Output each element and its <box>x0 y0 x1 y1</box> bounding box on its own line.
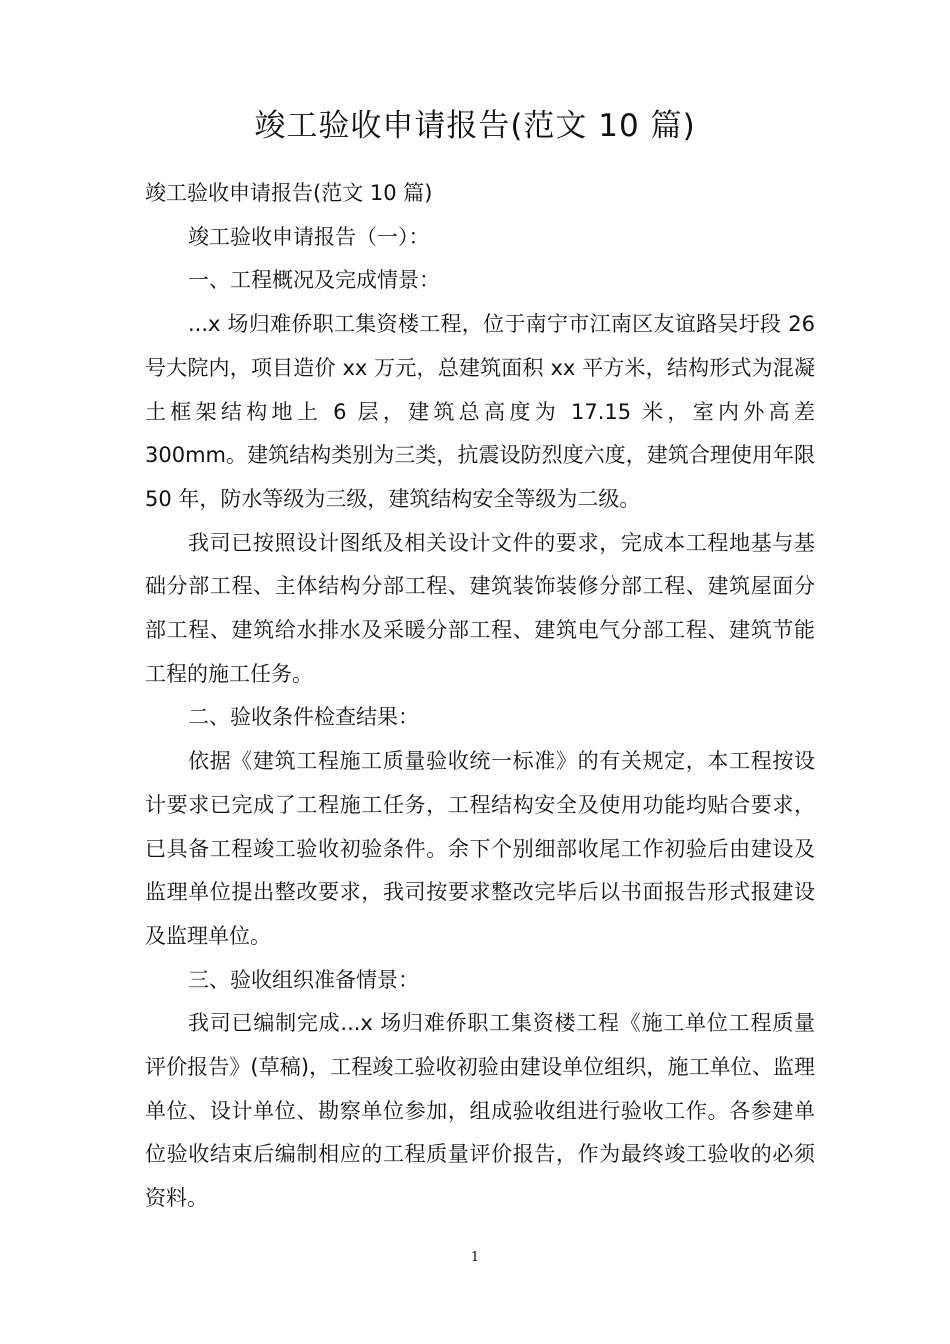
paragraph-subtitle: 竣工验收申请报告(范文 10 篇) <box>145 181 433 205</box>
paragraph-section-two-heading: 二、验收条件检查结果： <box>188 705 419 730</box>
paragraph-organization-preparation: 我司已编制完成...x 场归难侨职工集资楼工程《施工单位工程质量评价报告》(草稿)，工程竣工验收初验由建设单位组织，施工单位、监理单位、设计单位、勘察单位参加，组成验收组进行验收工作。各参建单位验收结束后编制相应的工程质量评价报告，作为最终竣工验收的必须资料。 <box>145 1011 815 1211</box>
document-body <box>145 172 815 1221</box>
page-number: 1 <box>470 1250 480 1265</box>
paragraph-section-one-heading: 一、工程概况及完成情景： <box>188 268 440 293</box>
paragraph-completion-statement: 我司已按照设计图纸及相关设计文件的要求，完成本工程地基与基础分部工程、主体结构分部工程、建筑装饰装修分部工程、建筑屋面分部工程、建筑给水排水及采暖分部工程、建筑电气分部工程、建筑节能工程的施工任务。 <box>145 530 815 686</box>
paragraph-inspection-results: 依据《建筑工程施工质量验收统一标准》的有关规定，本工程按设计要求已完成了工程施工任务，工程结构安全及使用功能均贴合要求，已具备工程竣工验收初验条件。余下个别细部收尾工作初验后由建设及监理单位提出整改要求，我司按要求整改完毕后以书面报告形式报建设及监理单位。 <box>145 749 815 948</box>
paragraph-project-overview: ...x 场归难侨职工集资楼工程，位于南宁市江南区友谊路吴圩段 26 号大院内，项目造价 xx 万元，总建筑面积 xx 平方米，结构形式为混凝土框架结构地上 6 层，建筑总高度为 17.15 米，室内外高差 300mm。建筑结构类别为三类，抗震设防烈度六度，建筑合理使用年限 50 年，防水等级为三级，建筑结构安全等级为二级。 <box>145 312 815 511</box>
paragraph-section-three-heading: 三、验收组织准备情景： <box>188 967 419 992</box>
document-title: 竣工验收申请报告(范文 10 篇) <box>254 108 696 144</box>
paragraph-report-one-heading: 竣工验收申请报告（一）： <box>188 224 430 249</box>
